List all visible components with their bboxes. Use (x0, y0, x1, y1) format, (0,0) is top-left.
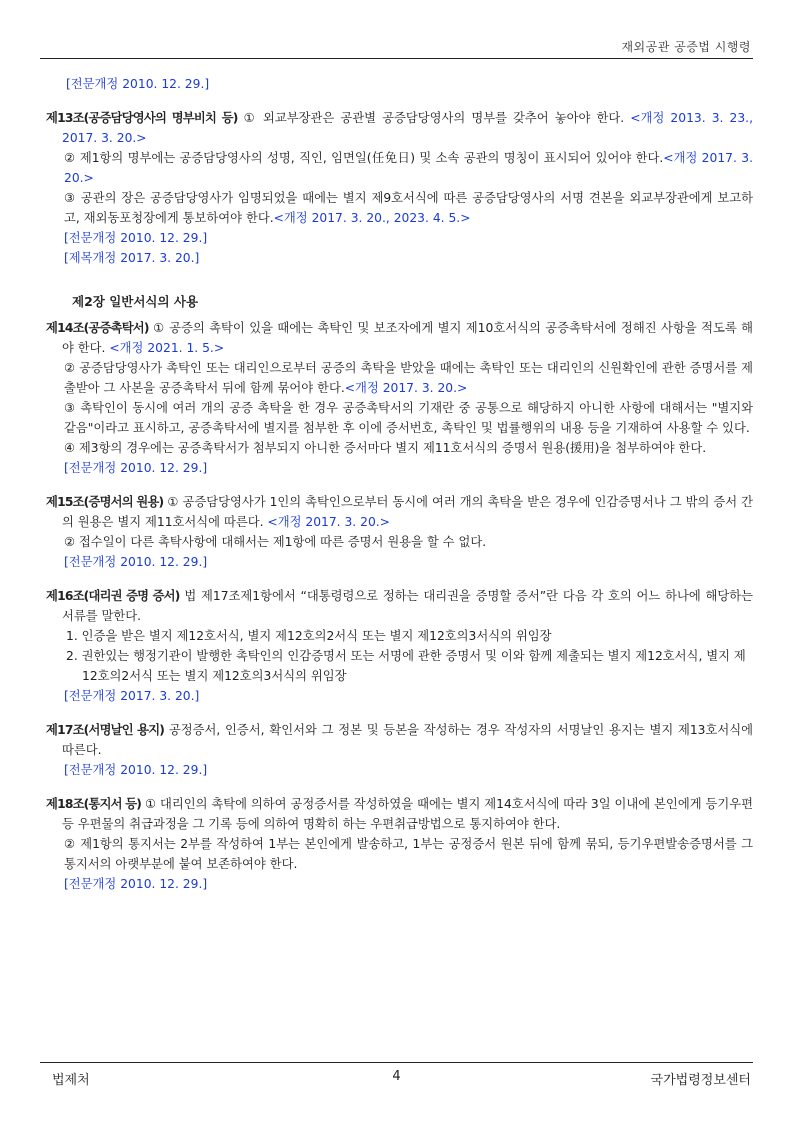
article-18-para-2: ② 제1항의 통지서는 2부를 작성하여 1부는 본인에게 발송하고, 1부는 공정증서 원본 뒤에 함께 묶되, 등기우편발송증명서를 그 통지서의 아랫부분에 붙여 보존하여야 한다. (64, 837, 753, 871)
article-16-item-2: 2. 권한있는 행정기관이 발행한 촉탁인의 인감증명서 또는 서명에 관한 증명서 및 이와 함께 제출되는 별지 제12호서식, 별지 제12호의2서식 또는 별지 제12호의3서식의 위임장 (66, 649, 746, 683)
article-13-text-1: ① 외교부장관은 공관별 공증담당영사의 명부를 갖추어 놓아야 한다. (237, 111, 631, 125)
article-13-para-2 (46, 148, 753, 188)
top-amendment-note: [전문개정 2010. 12. 29.] (66, 77, 210, 91)
article-17-note: [전문개정 2010. 12. 29.] (64, 763, 208, 777)
article-13 (46, 108, 753, 268)
article-14-text-1: ① 공증의 촉탁이 있을 때에는 촉탁인 및 보조자에게 별지 제10호서식의 공증촉탁서에 정해진 사항을 적도록 해야 한다. (62, 321, 753, 355)
article-14-para-1 (46, 318, 753, 358)
article-16-text-1: 법 제17조제1항에서 “대통령령으로 정하는 대리권을 증명할 증서”란 다음 각 호의 어느 하나에 해당하는 서류를 말한다. (62, 589, 753, 623)
article-13-text-2: ② 제1항의 명부에는 공증담당영사의 성명, 직인, 임면일(任免日) 및 소속 공관의 명칭이 표시되어 있어야 한다. (64, 151, 664, 165)
article-13-para-3 (46, 188, 753, 228)
article-15-note: [전문개정 2010. 12. 29.] (64, 555, 208, 569)
article-17-heading: 제17조(서명날인 용지) (46, 723, 165, 737)
footer-source: 국가법령정보센터 (650, 1073, 751, 1088)
article-14-para-3: ③ 촉탁인이 동시에 여러 개의 공증 촉탁을 한 경우 공증촉탁서의 기재란 중 공통으로 해당하지 아니한 사항에 대해서는 "별지와 같음"이라고 표시하고, 공증촉탁서에 별지를 첨부한 후 이에 증서번호, 촉탁인 및 법률행위의 내용 등을 기재하여 사용할 수 있다. (64, 401, 753, 435)
article-16-item-1: 1. 인증을 받은 별지 제12호서식, 별지 제12호의2서식 또는 별지 제12호의3서식의 위임장 (66, 629, 552, 643)
footer-divider (40, 1062, 753, 1063)
article-15-amend-1: <개정 2017. 3. 20.> (267, 515, 390, 529)
article-14-para-2 (46, 358, 753, 398)
article-15-text-1: ① 공증담당영사가 1인의 촉탁인으로부터 동시에 여러 개의 촉탁을 받은 경우에 인감증명서나 그 밖의 증서 간의 원용은 별지 제11호서식에 따른다. (62, 495, 753, 529)
article-13-amend-2: <개정 2017. 3. 20.> (64, 151, 753, 185)
article-18-text-1: ① 대리인의 촉탁에 의하여 공정증서를 작성하였을 때에는 별지 제14호서식에 따라 3일 이내에 본인에게 등기우편 등 우편물의 취급과정을 그 기록 등에 의하여 명확히 하는 우편취급방법으로 통지하여야 한다. (62, 797, 753, 831)
document-body (46, 74, 753, 894)
article-14-text-2: ② 공증담당영사가 촉탁인 또는 대리인으로부터 공증의 촉탁을 받았을 때에는 촉탁인 또는 대리인의 신원확인에 관한 증명서를 제출받아 그 사본을 공증촉탁서 뒤에 함께 묶어야 한다. (64, 361, 753, 395)
article-14-amend-1: <개정 2021. 1. 5.> (109, 341, 225, 355)
article-13-amend-1: <개정 2013. 3. 23., 2017. 3. 20.> (62, 111, 754, 145)
footer-publisher: 법제처 (52, 1073, 90, 1088)
document-header-title: 재외공관 공증법 시행령 (621, 40, 751, 54)
article-17-para-1 (46, 720, 753, 760)
article-16-heading: 제16조(대리권 증명 증서) (46, 589, 180, 603)
article-13-text-3: ③ 공관의 장은 공증담당영사가 임명되었을 때에는 별지 제9호서식에 따른 공증담당영사의 서명 견본을 외교부장관에게 보고하고, 재외동포청장에게 통보하여야 한다. (64, 191, 753, 225)
article-18-note: [전문개정 2010. 12. 29.] (64, 877, 208, 891)
article-15-para-2: ② 접수일이 다른 촉탁사항에 대해서는 제1항에 따른 증명서 원용을 할 수 없다. (64, 535, 487, 549)
article-17-text-1: 공정증서, 인증서, 확인서와 그 정본 및 등본을 작성하는 경우 작성자의 서명날인 용지는 별지 제13호서식에 따른다. (62, 723, 753, 757)
chapter-2-heading: 제2장 일반서식의 사용 (72, 294, 199, 309)
article-18-para-1 (46, 794, 753, 834)
article-15-para-1 (46, 492, 753, 532)
header-divider (40, 58, 753, 59)
article-15 (46, 492, 753, 572)
article-14-heading: 제14조(공증촉탁서) (46, 321, 149, 335)
article-14-para-4: ④ 제3항의 경우에는 공증촉탁서가 첨부되지 아니한 증서마다 별지 제11호서식의 증명서 원용(援用)을 첨부하여야 한다. (64, 441, 707, 455)
article-13-heading: 제13조(공증담당영사의 명부비치 등) (46, 111, 238, 125)
article-14 (46, 318, 753, 478)
article-14-note: [전문개정 2010. 12. 29.] (64, 461, 208, 475)
article-17 (46, 720, 753, 780)
article-15-heading: 제15조(증명서의 원용) (46, 495, 164, 509)
article-18 (46, 794, 753, 894)
article-13-amend-3: <개정 2017. 3. 20., 2023. 4. 5.> (273, 211, 471, 225)
article-13-note-2: [제목개정 2017. 3. 20.] (64, 251, 200, 265)
article-16-para-1 (46, 586, 753, 626)
article-14-amend-2: <개정 2017. 3. 20.> (344, 381, 468, 395)
article-13-note-1: [전문개정 2010. 12. 29.] (64, 231, 208, 245)
page-number: 4 (392, 1069, 401, 1084)
article-13-para-1 (46, 108, 753, 148)
article-18-heading: 제18조(통지서 등) (46, 797, 142, 811)
article-16 (46, 586, 753, 706)
article-16-note: [전문개정 2017. 3. 20.] (64, 689, 200, 703)
